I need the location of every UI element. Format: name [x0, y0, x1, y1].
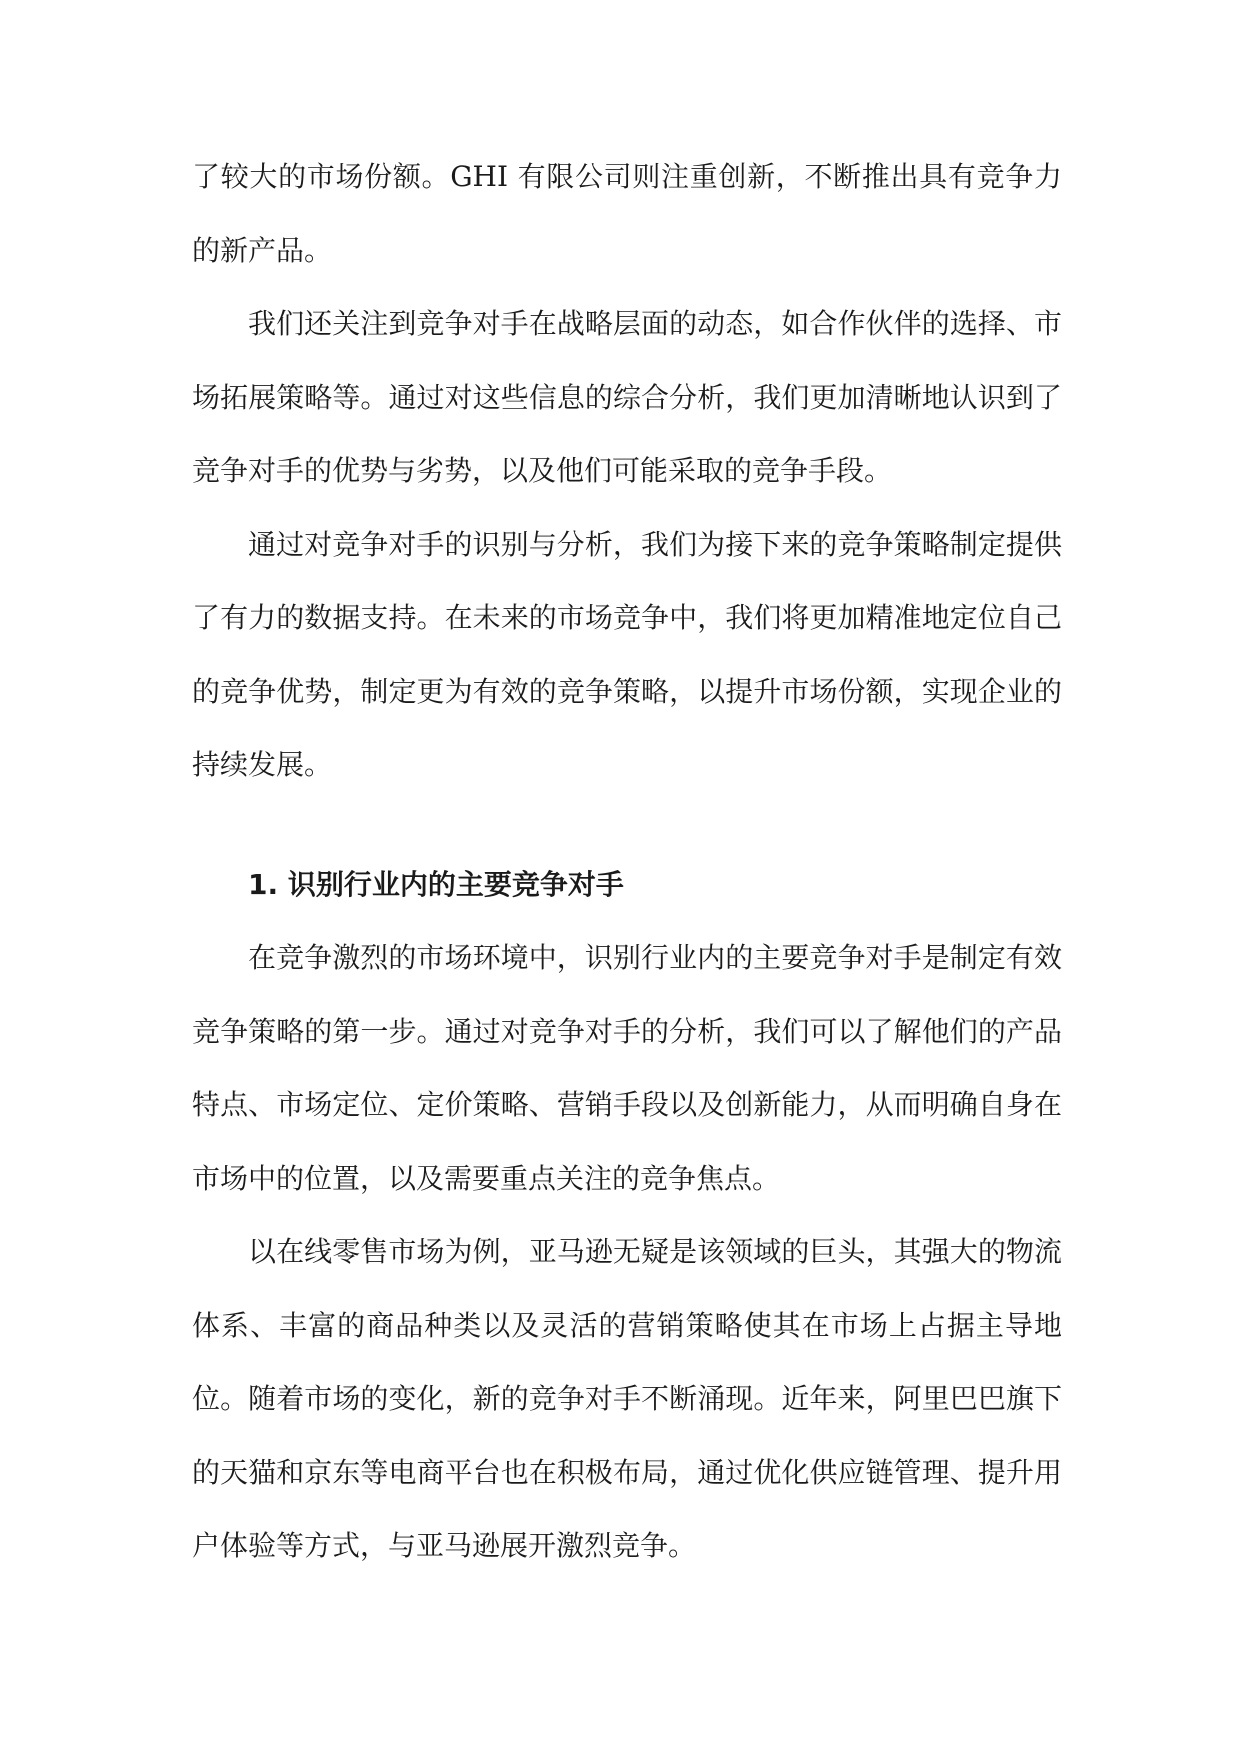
paragraph: 我们还关注到竞争对手在战略层面的动态，如合作伙伴的选择、市场拓展策略等。通过对这些信息的综合分析，我们更加清晰地认识到了竞争对手的优势与劣势，以及他们可能采取的竞争手段。	[192, 307, 1062, 487]
paragraph: 以在线零售市场为例，亚马逊无疑是该领域的巨头，其强大的物流体系、丰富的商品种类以及灵活的营销策略使其在市场上占据主导地位。随着市场的变化，新的竞争对手不断涌现。近年来，阿里巴巴旗下的天猫和京东等电商平台也在积极布局，通过优化供应链管理、提升用户体验等方式，与亚马逊展开激烈竞争。	[192, 1235, 1062, 1562]
document-body	[192, 140, 1062, 1583]
paragraph: 通过对竞争对手的识别与分析，我们为接下来的竞争策略制定提供了有力的数据支持。在未来的市场竞争中，我们将更加精准地定位自己的竞争优势，制定更为有效的竞争策略，以提升市场份额，实现企业的持续发展。	[192, 527, 1062, 781]
paragraph: 在竞争激烈的市场环境中，识别行业内的主要竞争对手是制定有效竞争策略的第一步。通过对竞争对手的分析，我们可以了解他们的产品特点、市场定位、定价策略、营销手段以及创新能力，从而明确自身在市场中的位置，以及需要重点关注的竞争焦点。	[192, 941, 1062, 1195]
paragraph-continued: 了较大的市场份额。GHI 有限公司则注重创新，不断推出具有竞争力的新产品。	[192, 160, 1062, 267]
section-heading: 1. 识别行业内的主要竞争对手	[248, 867, 624, 901]
section-spacer	[192, 802, 1062, 848]
